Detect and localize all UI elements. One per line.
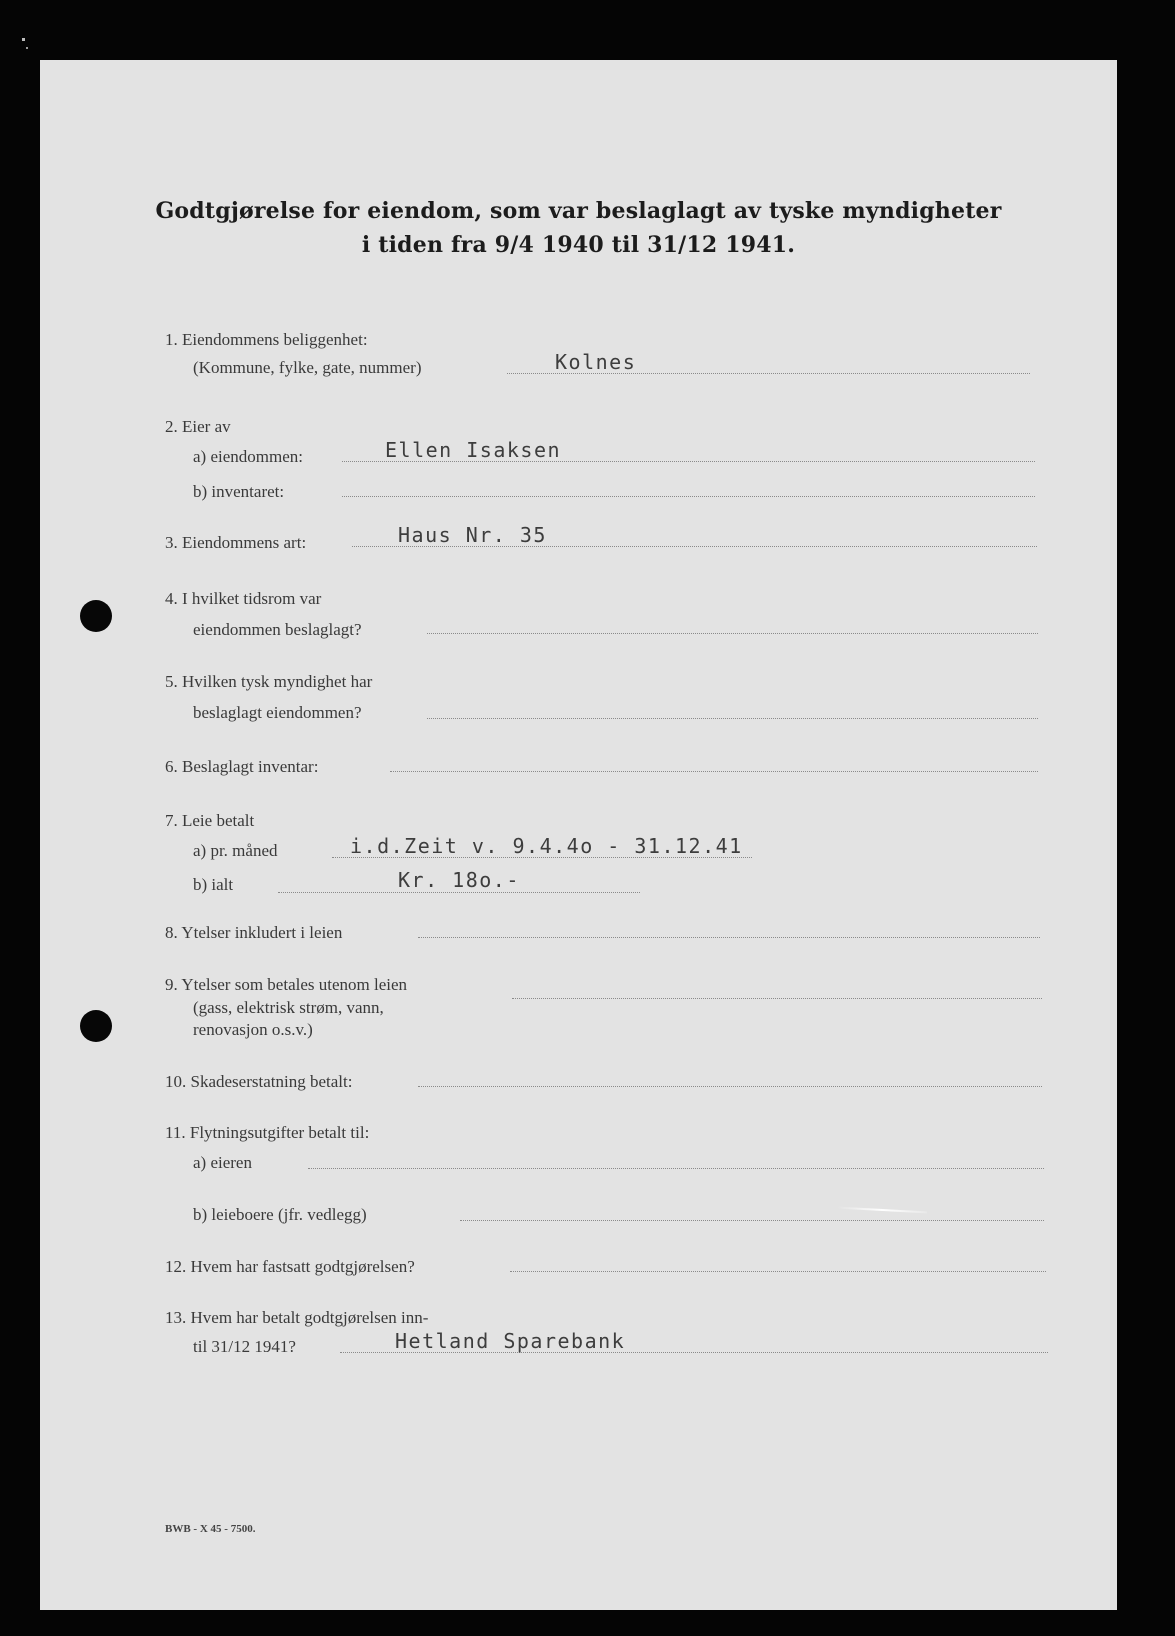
q11b-label: b) leieboere (jfr. vedlegg) [193,1205,367,1224]
scan-speck [26,47,28,49]
q13-answer: Hetland Sparebank [395,1329,626,1353]
form-title-dates: i tiden fra 9/4 1940 til 31/12 1941. [361,232,796,258]
q9-line3: renovasjon o.s.v.) [193,1020,313,1039]
q1-label: 1. Eiendommens beliggenhet: [165,330,368,349]
q4-label: 4. I hvilket tidsrom var [165,589,322,608]
scan-mark [837,1207,927,1214]
q11b-answer-line[interactable] [460,1220,1044,1221]
q11a-answer-line[interactable] [308,1168,1044,1169]
q9-label: 9. Ytelser som betales utenom leien [165,975,408,994]
punch-hole [80,1010,112,1042]
q2a-answer: Ellen Isaksen [385,438,562,462]
q2b-label: b) inventaret: [193,482,285,501]
scan-speck [22,38,25,41]
q3-label: 3. Eiendommens art: [165,533,307,552]
q2-label: 2. Eier av [165,417,231,436]
q11a-label: a) eieren [193,1153,252,1172]
q4-sublabel: eiendommen beslaglagt? [193,620,362,639]
q7b-answer-line[interactable] [278,892,640,893]
q7b-answer: Kr. 18o.- [398,868,520,892]
printer-mark: BWB - X 45 - 7500. [165,1523,256,1535]
q7a-answer: i.d.Zeit v. 9.4.4o - 31.12.41 [350,834,743,858]
q12-label: 12. Hvem har fastsatt godtgjørelsen? [165,1257,415,1276]
q13-sublabel: til 31/12 1941? [193,1337,296,1356]
q13-label: 13. Hvem har betalt godtgjørelsen inn- [165,1308,429,1327]
q12-answer-line[interactable] [510,1271,1046,1272]
q7b-label: b) ialt [193,875,234,894]
q10-label: 10. Skadeserstatning betalt: [165,1072,353,1091]
q6-label: 6. Beslaglagt inventar: [165,757,319,776]
q1-sublabel: (Kommune, fylke, gate, nummer) [193,358,422,377]
q7a-label: a) pr. måned [193,841,278,860]
q4-answer-line[interactable] [427,633,1038,634]
form-sheet [40,60,1117,1610]
q1-answer: Kolnes [555,350,637,374]
form-title: Godtgjørelse for eiendom, som var beslaglagt av tyske myndigheter [155,198,1002,224]
q2a-label: a) eiendommen: [193,447,303,466]
q5-label: 5. Hvilken tysk myndighet har [165,672,373,691]
q2b-answer-line[interactable] [342,496,1035,497]
q5-sublabel: beslaglagt eiendommen? [193,703,362,722]
q10-answer-line[interactable] [418,1086,1042,1087]
q9-answer-line[interactable] [512,998,1042,999]
q7-label: 7. Leie betalt [165,811,255,830]
q9-line2: (gass, elektrisk strøm, vann, [193,998,384,1017]
q8-answer-line[interactable] [418,937,1040,938]
q6-answer-line[interactable] [390,771,1038,772]
q5-answer-line[interactable] [427,718,1038,719]
q11-label: 11. Flytningsutgifter betalt til: [165,1123,370,1142]
q3-answer: Haus Nr. 35 [398,523,547,547]
q8-label: 8. Ytelser inkludert i leien [165,923,343,942]
punch-hole [80,600,112,632]
